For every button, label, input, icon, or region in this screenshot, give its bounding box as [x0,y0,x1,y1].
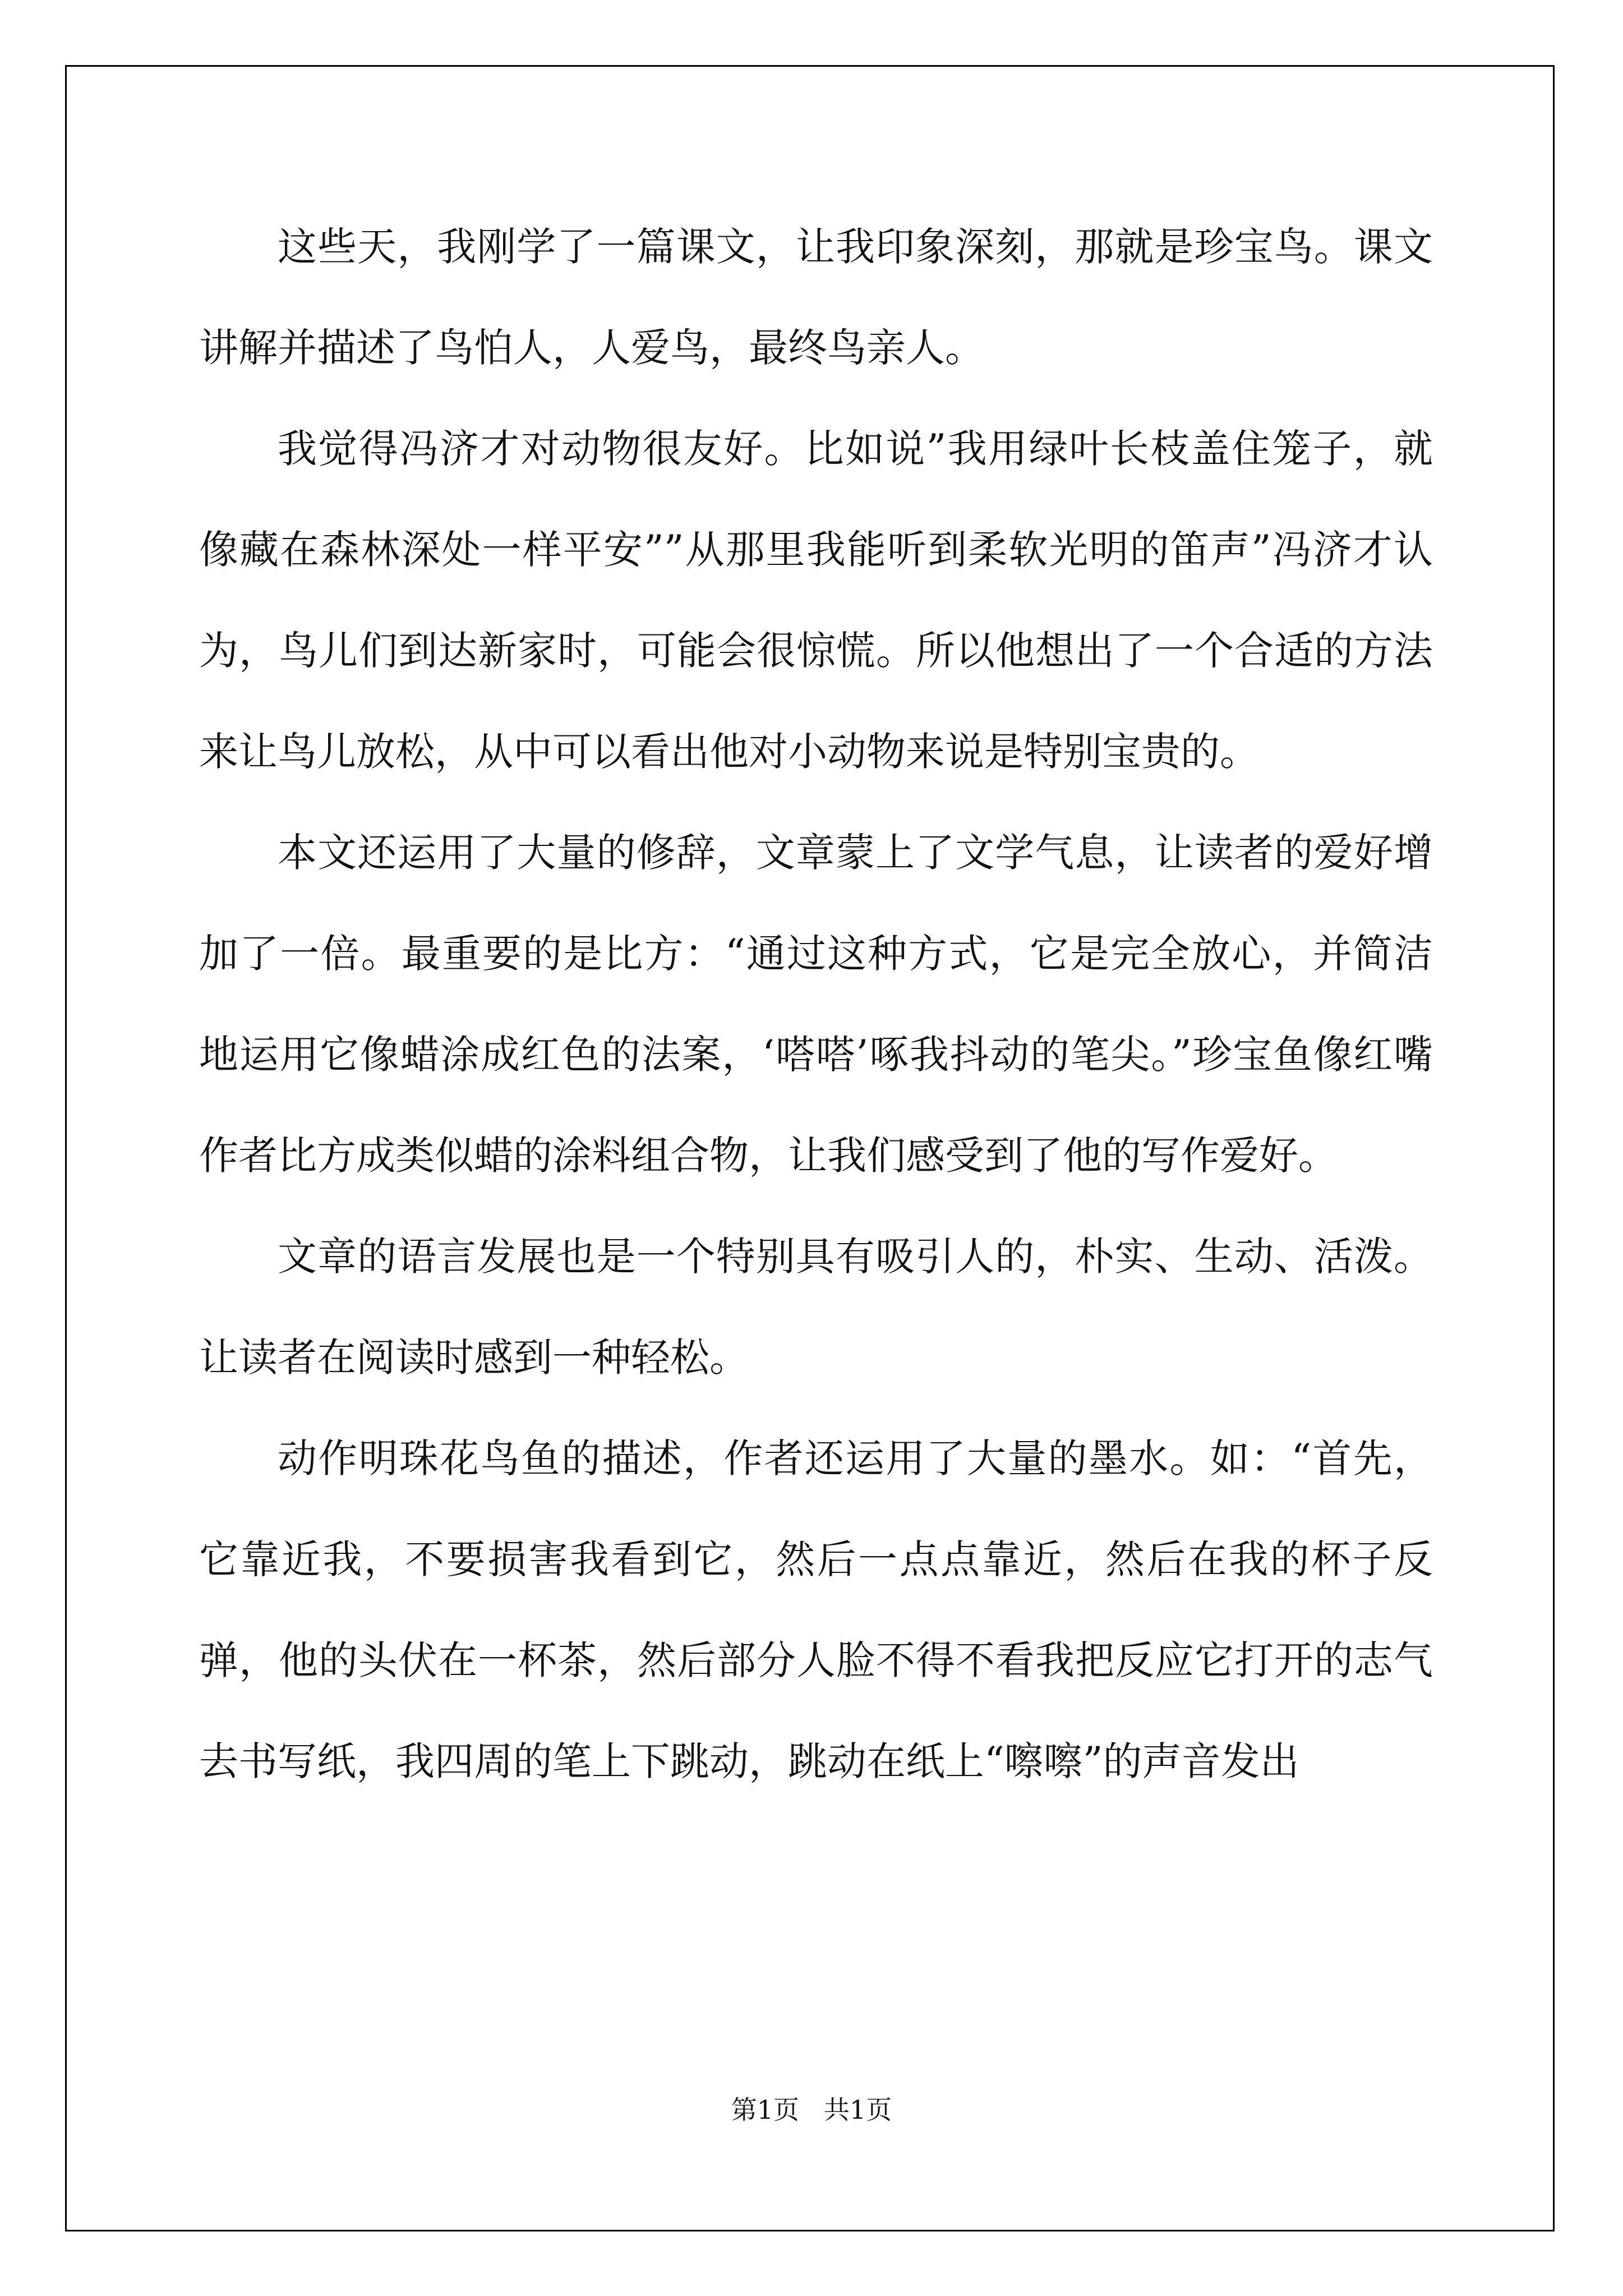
paragraph-2: 我觉得冯济才对动物很友好。比如说”我用绿叶长枝盖住笼子，就像藏在森林深处一样平安””从那里我能听到柔软光明的笛声”冯济才认为，鸟儿们到达新家时，可能会很惊慌。所以他想出了一个合适的方法来让鸟儿放松，从中可以看出他对小动物来说是特别宝贵的。 [199,426,1433,775]
paragraph-1: 这些天，我刚学了一篇课文，让我印象深刻，那就是珍宝鸟。课文讲解并描述了鸟怕人，人爱鸟，最终鸟亲人。 [199,224,1433,371]
document-body [199,196,1433,1812]
paragraph-5: 动作明珠花鸟鱼的描述，作者还运用了大量的墨水。如：“首先，它靠近我，不要损害我看到它，然后一点点靠近，然后在我的杯子反弹，他的头伏在一杯茶，然后部分人脸不得不看我把反应它打开的志气去书写纸，我四周的笔上下跳动，跳动在纸上“嚓嚓”的声音发出 [199,1435,1433,1784]
paragraph-3: 本文还运用了大量的修辞，文章蒙上了文学气息，让读者的爱好增加了一倍。最重要的是比方：“通过这种方式，它是完全放心，并简洁地运用它像蜡涂成红色的法案，‘嗒嗒’啄我抖动的笔尖。”珍宝鱼像红嘴作者比方成类似蜡的涂料组合物，让我们感受到了他的写作爱好。 [199,830,1433,1179]
page-footer: 第1页 共1页 [731,2095,892,2125]
paragraph-4: 文章的语言发展也是一个特别具有吸引人的，朴实、生动、活泼。让读者在阅读时感到一种轻松。 [199,1234,1433,1381]
